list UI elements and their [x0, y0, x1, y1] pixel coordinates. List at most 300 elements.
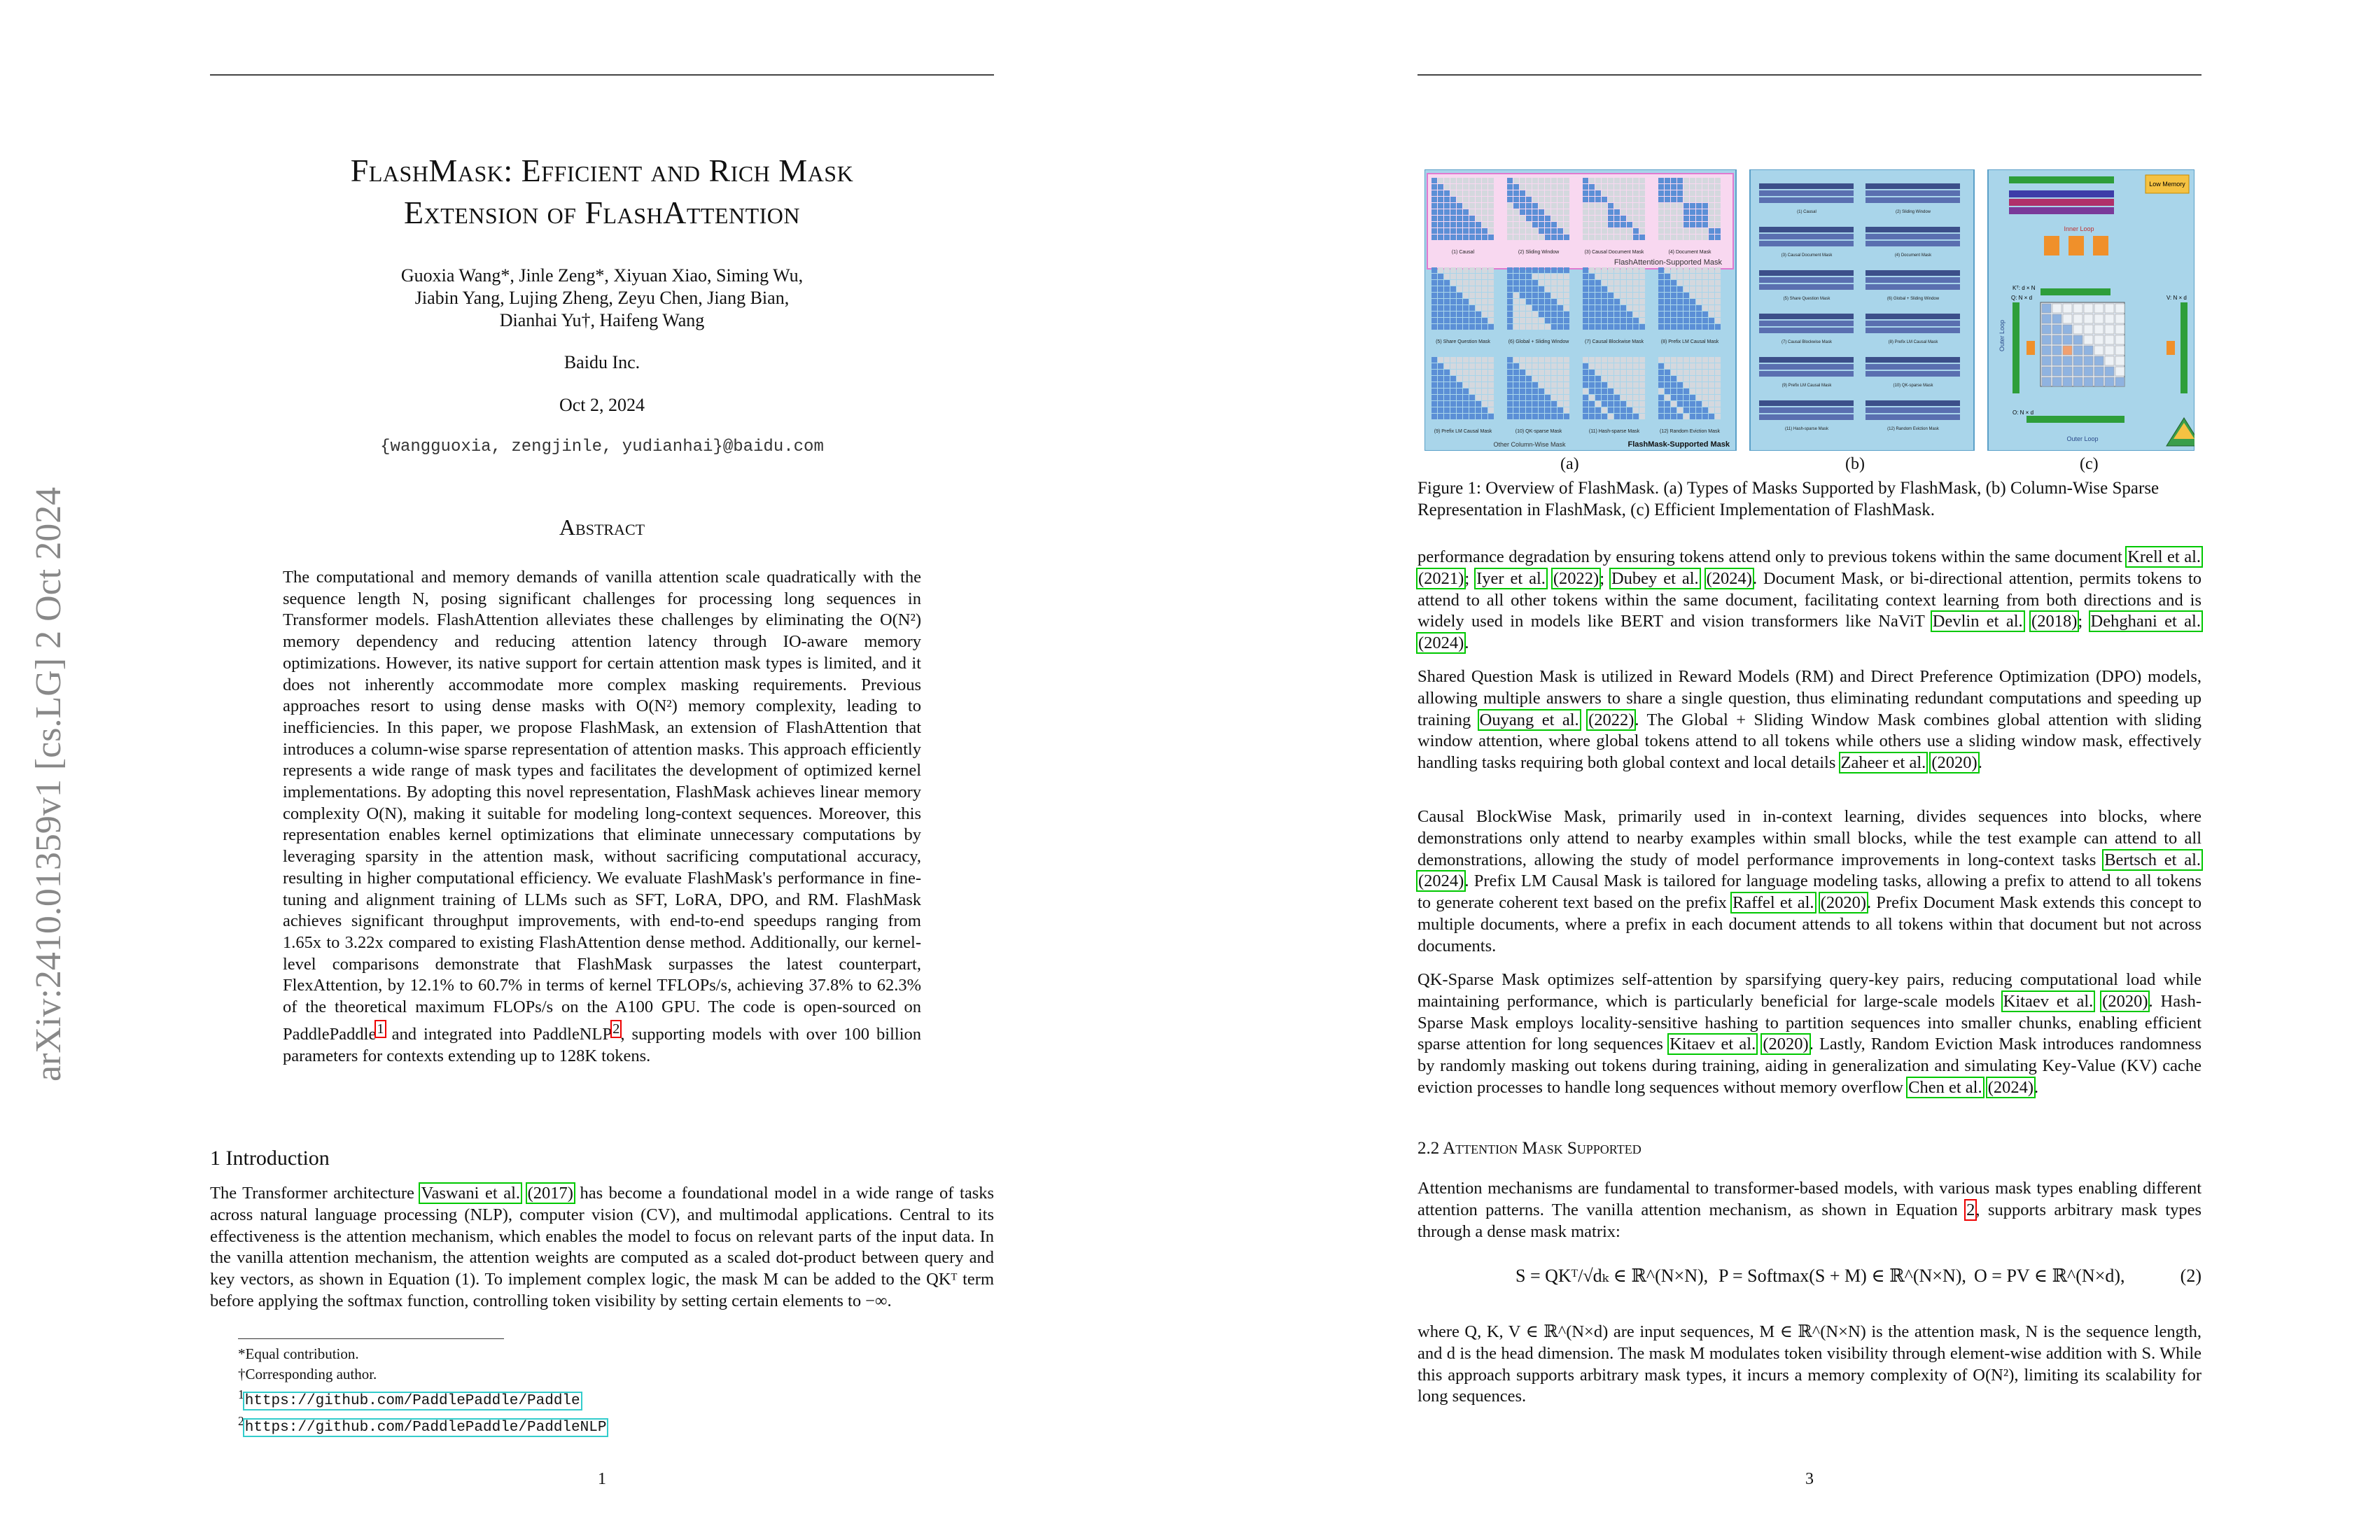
- mask-cell: [1444, 286, 1450, 292]
- mask-cell: [1476, 357, 1481, 363]
- mask-cell: [1595, 299, 1601, 304]
- mask-cell: [1551, 357, 1557, 363]
- mask-cell: [1450, 305, 1456, 311]
- cite-kitaev-1[interactable]: Kitaev et al.: [2003, 991, 2094, 1011]
- mask-cell: [1702, 197, 1708, 202]
- mask-cell: [1469, 388, 1475, 394]
- mask-cell: [1444, 280, 1450, 286]
- mask-cell: [1709, 222, 1714, 227]
- mask-cell: [1620, 395, 1626, 400]
- mask-cell: [1551, 370, 1557, 375]
- attention-block: [2052, 346, 2062, 355]
- mask-cell: [1526, 203, 1532, 209]
- mask-cell: [1589, 293, 1595, 298]
- mask-cell: [1639, 357, 1645, 363]
- mask-cell: [1551, 190, 1557, 196]
- mask-cell: [1545, 305, 1550, 311]
- mask-cell: [1507, 216, 1513, 221]
- mask-cell: [1715, 382, 1721, 388]
- attention-block: [2084, 356, 2093, 365]
- mask-cell: [1684, 184, 1689, 190]
- table-row: [1865, 321, 1960, 326]
- mask-cell: [1564, 178, 1569, 183]
- mask-cell: [1639, 274, 1645, 279]
- mask-cell: [1450, 197, 1456, 202]
- p4-text-b: . Hash-Sparse Mask employs locality-sensitive hashing to partition sequences into smaller chunks, enabling efficient sparse attention for long sequences: [1418, 991, 2202, 1054]
- cite-devlin[interactable]: Devlin et al.: [1932, 612, 2023, 631]
- mask-cell: [1665, 216, 1670, 221]
- equation-ref-2[interactable]: 2: [1966, 1200, 1975, 1219]
- mask-cell: [1620, 401, 1626, 407]
- mask-cell: [1677, 324, 1683, 330]
- mask-cell: [1513, 216, 1519, 221]
- mask-cell: [1639, 407, 1645, 413]
- mask-cell: [1564, 286, 1569, 292]
- page-3: [1418, 0, 2202, 1540]
- mask-cell: [1633, 382, 1639, 388]
- mask-cell: [1639, 190, 1645, 196]
- mask-cell: [1438, 376, 1443, 382]
- email: {wangguoxia, zengjinle, yudianhai}@baidu.com: [380, 438, 824, 456]
- mask-cell: [1444, 267, 1450, 273]
- attention-block: [2063, 325, 2072, 334]
- attention-block: [2063, 356, 2072, 365]
- mask-cell: [1690, 209, 1695, 215]
- cite-raffel-year[interactable]: (2020): [1820, 893, 1867, 913]
- mask-cell: [1457, 382, 1462, 388]
- attention-block: [2063, 335, 2072, 344]
- mask-cell: [1520, 407, 1525, 413]
- mask-cell: [1639, 209, 1645, 215]
- mask-cell: [1545, 363, 1550, 369]
- mask-cell: [1671, 305, 1676, 311]
- mask-cell: [1469, 280, 1475, 286]
- mask-cell: [1488, 280, 1494, 286]
- mask-cell: [1690, 382, 1695, 388]
- mask-cell: [1595, 197, 1601, 202]
- mask-cell: [1457, 376, 1462, 382]
- mask-cell: [1589, 228, 1595, 234]
- mask-cell: [1532, 203, 1538, 209]
- mask-cell: [1507, 286, 1513, 292]
- mask-cell: [1463, 305, 1469, 311]
- mask-cell: [1665, 178, 1670, 183]
- cite-iyer[interactable]: Iyer et al.: [1476, 568, 1546, 588]
- mask-cell: [1633, 318, 1639, 323]
- mask-cell: [1620, 407, 1626, 413]
- mask-cell: [1438, 222, 1443, 227]
- mask-cell: [1709, 401, 1714, 407]
- mask-cell: [1507, 407, 1513, 413]
- mask-cell: [1677, 190, 1683, 196]
- mask-cell: [1627, 318, 1632, 323]
- mask-cell: [1602, 222, 1607, 227]
- mask-cell: [1595, 407, 1601, 413]
- cite-chen-year[interactable]: (2024): [1987, 1077, 2034, 1097]
- mask-cell: [1432, 388, 1437, 394]
- mask-cell: [1589, 280, 1595, 286]
- mask-cell: [1658, 216, 1664, 221]
- cite-bertsch-year[interactable]: (2024): [1418, 872, 1464, 891]
- mask-cell: [1513, 363, 1519, 369]
- mask-cell: [1469, 312, 1475, 317]
- mask-cell: [1545, 216, 1550, 221]
- mask-cell: [1658, 401, 1664, 407]
- mask-cell: [1450, 222, 1456, 227]
- mask-cell: [1595, 293, 1601, 298]
- cite-devlin-year[interactable]: (2018): [2031, 612, 2078, 631]
- mask-cell: [1702, 216, 1708, 221]
- mask-cell: [1507, 222, 1513, 227]
- table-row: [1865, 183, 1960, 189]
- mask-cell: [1457, 401, 1462, 407]
- mask-cell: [1702, 228, 1708, 234]
- cite-zaheer-year[interactable]: (2020): [1931, 753, 1977, 773]
- mask-cell: [1658, 184, 1664, 190]
- mask-cell: [1551, 376, 1557, 382]
- mask-cell: [1627, 197, 1632, 202]
- mask-cell: [1715, 293, 1721, 298]
- mask-cell: [1702, 190, 1708, 196]
- mask-cell: [1589, 388, 1595, 394]
- mask-cell: [1665, 222, 1670, 227]
- mask-cell: [1469, 357, 1475, 363]
- mask-cell: [1520, 318, 1525, 323]
- mask-cell: [1614, 190, 1620, 196]
- mask-cell: [1476, 318, 1481, 323]
- mask-cell: [1432, 407, 1437, 413]
- cite-kitaev-2-year[interactable]: (2020): [1763, 1035, 1809, 1054]
- link-paddle[interactable]: https://github.com/PaddlePaddle/Paddle: [244, 1393, 580, 1409]
- cite-raffel[interactable]: Raffel et al.: [1732, 893, 1814, 913]
- mask-cell: [1507, 324, 1513, 330]
- cite-dubey-year[interactable]: (2024): [1706, 568, 1752, 588]
- mask-cell: [1469, 318, 1475, 323]
- attention-block: [2073, 356, 2082, 365]
- mask-cell: [1457, 267, 1462, 273]
- table-label: (8) Prefix LM Causal Mask: [1888, 340, 1938, 344]
- footnote-ref-2[interactable]: 2: [612, 1021, 620, 1037]
- mask-cell: [1608, 376, 1614, 382]
- table-label: (3) Causal Document Mask: [1781, 253, 1833, 258]
- mask-cell: [1539, 305, 1544, 311]
- cite-kitaev-2[interactable]: Kitaev et al.: [1670, 1035, 1756, 1054]
- cite-ouyang-year[interactable]: (2022): [1588, 710, 1634, 729]
- mask-cell: [1639, 388, 1645, 394]
- mask-cell: [1633, 305, 1639, 311]
- mask-cell: [1476, 407, 1481, 413]
- mask-cell: [1558, 203, 1563, 209]
- mask-cell: [1589, 395, 1595, 400]
- mask-cell: [1633, 395, 1639, 400]
- mask-cell: [1564, 318, 1569, 323]
- mask-cell: [1702, 222, 1708, 227]
- mask-cell: [1463, 228, 1469, 234]
- mask-cell: [1633, 228, 1639, 234]
- mask-cell: [1476, 184, 1481, 190]
- mask-cell: [1469, 414, 1475, 419]
- mask-cell: [1715, 216, 1721, 221]
- mask-cell: [1513, 280, 1519, 286]
- mask-cell: [1658, 395, 1664, 400]
- mask-cell: [1602, 305, 1607, 311]
- mask-cell: [1438, 407, 1443, 413]
- mask-cell: [1658, 267, 1664, 273]
- link-paddlenlp[interactable]: https://github.com/PaddlePaddle/PaddleNLP: [244, 1420, 607, 1436]
- mask-cell: [1438, 209, 1443, 215]
- mask-cell: [1620, 216, 1626, 221]
- mask-cell: [1627, 376, 1632, 382]
- mask-cell: [1658, 407, 1664, 413]
- mask-cell: [1545, 280, 1550, 286]
- attention-block: [2094, 325, 2104, 334]
- mask-cell: [1558, 357, 1563, 363]
- mask-cell: [1715, 312, 1721, 317]
- mask-cell: [1545, 203, 1550, 209]
- mask-cell: [1438, 203, 1443, 209]
- mask-cell: [1715, 184, 1721, 190]
- mask-cell: [1520, 363, 1525, 369]
- mask-cell: [1658, 209, 1664, 215]
- mask-cell: [1620, 190, 1626, 196]
- mask-cell: [1665, 280, 1670, 286]
- mask-cell: [1432, 197, 1437, 202]
- mask-cell: [1482, 203, 1488, 209]
- mask-cell: [1520, 209, 1525, 215]
- mask-cell: [1614, 184, 1620, 190]
- mask-cell: [1658, 370, 1664, 375]
- mask-cell: [1432, 414, 1437, 419]
- mask-cell: [1558, 395, 1563, 400]
- mask-cell: [1539, 414, 1544, 419]
- mask-cell: [1602, 357, 1607, 363]
- mask-cell: [1457, 357, 1462, 363]
- mask-cell: [1532, 293, 1538, 298]
- mask-cell: [1469, 267, 1475, 273]
- mask-cell: [1702, 299, 1708, 304]
- mask-cell: [1633, 324, 1639, 330]
- attention-block: [2052, 304, 2062, 313]
- mask-cell: [1639, 299, 1645, 304]
- mask-cell: [1620, 414, 1626, 419]
- o-label: O: N × d: [2012, 410, 2034, 416]
- mask-cell: [1482, 414, 1488, 419]
- mask-cell: [1608, 178, 1614, 183]
- cite-iyer-year[interactable]: (2022): [1553, 568, 1600, 588]
- mask-cell: [1558, 305, 1563, 311]
- mask-cell: [1564, 382, 1569, 388]
- mask-cell: [1444, 407, 1450, 413]
- cite-ouyang[interactable]: Ouyang et al.: [1479, 710, 1579, 729]
- mask-cell: [1690, 197, 1695, 202]
- paragraph-causal-doc: performance degradation by ensuring tokens attend only to previous tokens within the same document Krell et al. (2021); Iyer et al. (2022); Dubey et al. (2024). Document Mask, or bi-directional attention, permits tokens to attend to all other tokens within the same document, facilitating context learning from both directions and is widely used in models like BERT and vision transformers like NaViT Devlin et al. (2018); Dehghani et al. (2024).: [1418, 547, 2202, 653]
- mask-cell: [1457, 305, 1462, 311]
- mask-cell: [1520, 216, 1525, 221]
- mask-cell: [1551, 234, 1557, 240]
- mask-cell: [1595, 203, 1601, 209]
- mask-cell: [1551, 324, 1557, 330]
- mask-cell: [1658, 357, 1664, 363]
- mask-cell: [1589, 370, 1595, 375]
- mask-cell: [1450, 312, 1456, 317]
- mask-cell: [1684, 280, 1689, 286]
- mask-cell: [1457, 370, 1462, 375]
- mask-cell: [1589, 299, 1595, 304]
- mask-cell: [1438, 324, 1443, 330]
- mask-cell: [1684, 286, 1689, 292]
- mask-cell: [1620, 376, 1626, 382]
- mask-cell: [1639, 184, 1645, 190]
- mask-cell: [1658, 312, 1664, 317]
- mask-cell: [1627, 382, 1632, 388]
- mask-cell: [1589, 382, 1595, 388]
- mask-cell: [1671, 312, 1676, 317]
- cite-dehghani-year[interactable]: (2024): [1418, 634, 1464, 653]
- attention-block: [2063, 367, 2072, 376]
- mask-cell: [1677, 222, 1683, 227]
- cite-vaswani-year[interactable]: (2017): [527, 1184, 573, 1203]
- mask-cell: [1558, 267, 1563, 273]
- mask-cell: [1709, 267, 1714, 273]
- mask-cell: [1507, 280, 1513, 286]
- mask-cell: [1438, 414, 1443, 419]
- mask-cell: [1545, 299, 1550, 304]
- mask-cell: [1696, 357, 1702, 363]
- mask-cell: [1507, 395, 1513, 400]
- cite-bertsch[interactable]: Bertsch et al.: [2104, 850, 2202, 869]
- mask-cell: [1432, 222, 1437, 227]
- mask-cell: [1608, 280, 1614, 286]
- mask-cell: [1438, 312, 1443, 317]
- mask-cell: [1444, 414, 1450, 419]
- mask-cell: [1463, 407, 1469, 413]
- mask-cell: [1482, 178, 1488, 183]
- mask-cell: [1658, 376, 1664, 382]
- mask-cell: [1614, 203, 1620, 209]
- mask-cell: [1677, 293, 1683, 298]
- mask-cell: [1627, 267, 1632, 273]
- mask-cell: [1702, 370, 1708, 375]
- cite-kitaev-1-year[interactable]: (2020): [2102, 991, 2148, 1011]
- mask-cell: [1526, 190, 1532, 196]
- mask-cell: [1551, 395, 1557, 400]
- mask-cell: [1595, 376, 1601, 382]
- mask-cell: [1457, 184, 1462, 190]
- mask-cell: [1608, 299, 1614, 304]
- mask-cell: [1665, 414, 1670, 419]
- mask-cell: [1520, 203, 1525, 209]
- mask-cell: [1513, 401, 1519, 407]
- abstract-text-end: , supporting models with over 100 billion parameters for contexts extending up to 128K tokens.: [283, 1024, 922, 1065]
- mask-cell: [1551, 184, 1557, 190]
- figure-caption: Figure 1: Overview of FlashMask. (a) Types of Masks Supported by FlashMask, (b) Column-Wise Sparse Representation in FlashMask, (c) Efficient Implementation of FlashMask.: [1418, 479, 2160, 519]
- mask-cell: [1450, 401, 1456, 407]
- mask-cell: [1633, 401, 1639, 407]
- cite-dubey[interactable]: Dubey et al.: [1611, 568, 1699, 588]
- mask-cell: [1469, 190, 1475, 196]
- mask-cell: [1450, 286, 1456, 292]
- mask-cell: [1438, 197, 1443, 202]
- mask-cell: [1627, 305, 1632, 311]
- mask-cell: [1633, 267, 1639, 273]
- mask-cell: [1627, 190, 1632, 196]
- mask-cell: [1444, 363, 1450, 369]
- mask-cell: [1482, 222, 1488, 227]
- mask-cell: [1469, 197, 1475, 202]
- intro-paragraph: [210, 1183, 994, 1312]
- footnote-ref-1[interactable]: 1: [377, 1021, 384, 1037]
- cite-krell[interactable]: Krell et al.: [2127, 547, 2202, 566]
- mask-cell: [1450, 414, 1456, 419]
- mask-cell: [1432, 299, 1437, 304]
- mask-cell: [1539, 388, 1544, 394]
- mask-cell: [1690, 216, 1695, 221]
- mask-cell: [1450, 280, 1456, 286]
- mask-cell: [1482, 407, 1488, 413]
- mask-cell: [1589, 376, 1595, 382]
- mask-cell: [1696, 388, 1702, 394]
- attention-block: [2094, 367, 2104, 376]
- mask-cell: [1658, 414, 1664, 419]
- mask-cell: [1627, 324, 1632, 330]
- mask-cell: [1709, 370, 1714, 375]
- mask-cell: [1532, 388, 1538, 394]
- mask-cell: [1608, 305, 1614, 311]
- mask-cell: [1595, 178, 1601, 183]
- mask-cell: [1551, 203, 1557, 209]
- p1-text-a: performance degradation by ensuring tokens attend only to previous tokens within the same document: [1418, 547, 2127, 566]
- mask-cell: [1633, 190, 1639, 196]
- mask-cell: [1684, 395, 1689, 400]
- mask-cell: [1627, 280, 1632, 286]
- mask-cell: [1602, 299, 1607, 304]
- mask-cell: [1639, 203, 1645, 209]
- mask-cell: [1507, 376, 1513, 382]
- p5-text-a: Attention mechanisms are fundamental to transformer-based models, with various mask types enabling different attention patterns. The vanilla attention mechanism, as shown in Equation: [1418, 1179, 2202, 1219]
- mask-cell: [1709, 324, 1714, 330]
- mask-cell: [1677, 286, 1683, 292]
- cite-zaheer[interactable]: Zaheer et al.: [1840, 753, 1926, 773]
- mask-cell: [1476, 216, 1481, 221]
- mask-cell: [1602, 209, 1607, 215]
- cite-krell-year[interactable]: (2021): [1418, 568, 1464, 588]
- cite-dehghani[interactable]: Dehghani et al.: [2090, 612, 2201, 631]
- mask-cell: [1476, 203, 1481, 209]
- mask-cell: [1639, 376, 1645, 382]
- mask-cell: [1614, 293, 1620, 298]
- mask-cell: [1671, 190, 1676, 196]
- mask-cell: [1520, 184, 1525, 190]
- mask-cell: [1532, 222, 1538, 227]
- cite-chen[interactable]: Chen et al.: [1908, 1077, 1982, 1097]
- mask-cell: [1513, 324, 1519, 330]
- mask-cell: [1444, 401, 1450, 407]
- cite-vaswani[interactable]: Vaswani et al.: [421, 1184, 521, 1203]
- mask-cell: [1539, 209, 1544, 215]
- mask-cell: [1450, 203, 1456, 209]
- mask-cell: [1520, 382, 1525, 388]
- mask-cell: [1457, 324, 1462, 330]
- mask-cell: [1677, 203, 1683, 209]
- mask-cell: [1545, 370, 1550, 375]
- mask-cell: [1595, 274, 1601, 279]
- attention-block: [2094, 356, 2104, 365]
- mask-cell: [1482, 274, 1488, 279]
- mask-cell: [1551, 293, 1557, 298]
- mask-cell: [1457, 395, 1462, 400]
- page-number: 3: [1805, 1470, 1814, 1488]
- mask-cell: [1558, 312, 1563, 317]
